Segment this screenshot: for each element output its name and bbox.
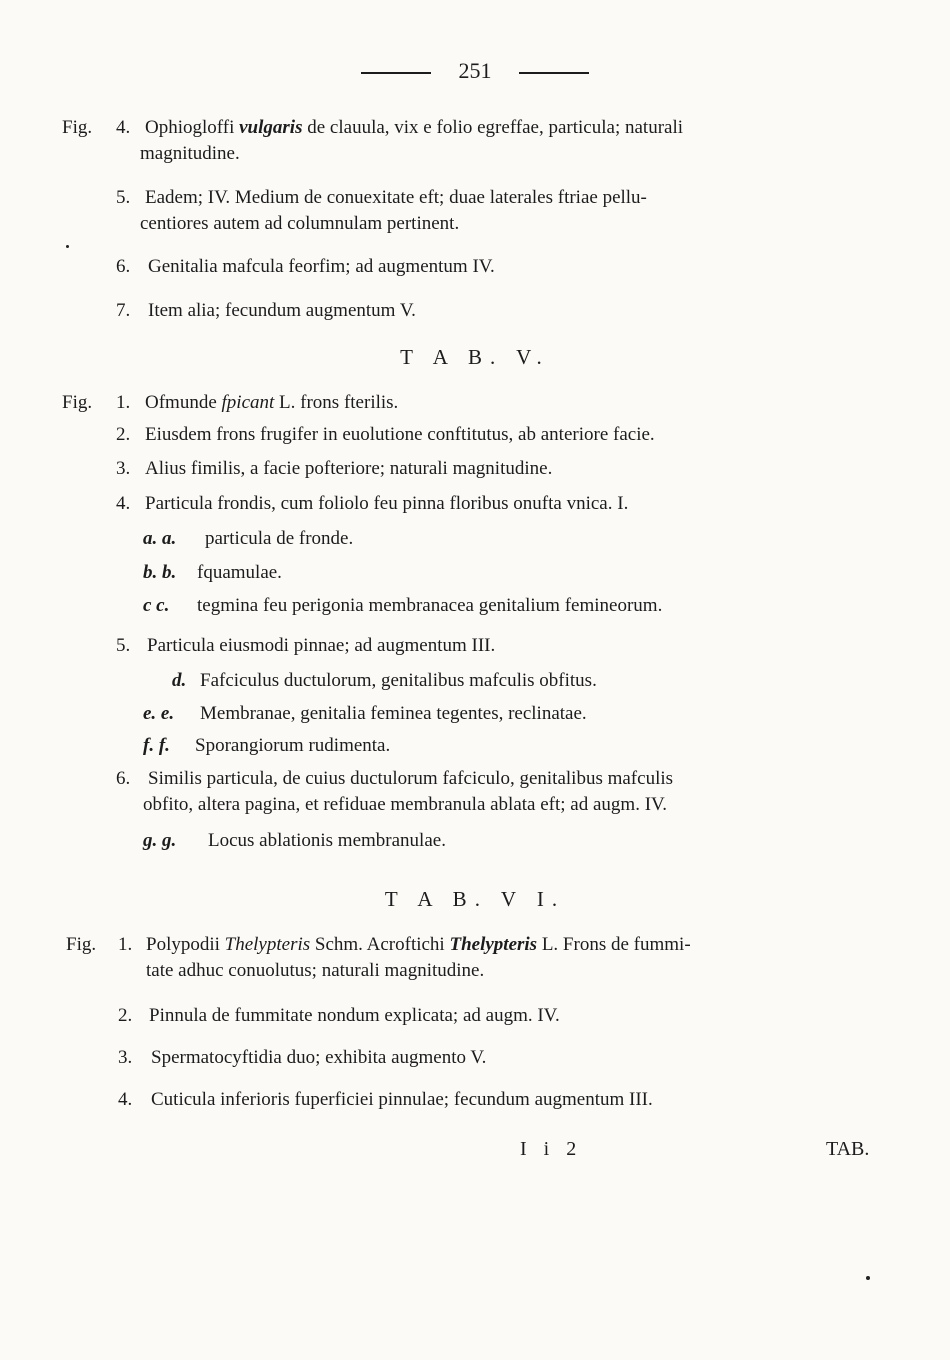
section-heading-tab-vi: T A B. V I.	[384, 887, 566, 911]
signature-mark: I i 2	[520, 1138, 583, 1160]
item-text: Spermatocyftidia duo; exhibita augmento V.	[151, 1047, 487, 1068]
item-letter: f. f.	[143, 735, 170, 756]
item-text: Eiusdem frons frugifer in euolutione conftitutus, ab anteriore facie.	[145, 424, 655, 445]
item-text: Ofmunde fpicant L. frons fterilis.	[145, 392, 399, 413]
scan-speck	[866, 1276, 870, 1280]
item-text: Polypodii Thelypteris Schm. Acroftichi Thelypteris L. Frons de fummi-	[146, 934, 691, 955]
scan-speck	[66, 245, 69, 248]
item-number: 7.	[116, 300, 131, 321]
section-heading-tab-v: T A B. V.	[400, 345, 550, 369]
item-text-continued: tate adhuc conuolutus; naturali magnitudine.	[146, 960, 485, 981]
species-name: Thelypteris	[449, 934, 538, 955]
item-text: Locus ablationis membranulae.	[208, 830, 446, 851]
item-text: tegmina feu perigonia membranacea genitalium femineorum.	[197, 595, 663, 616]
item-text: fquamulae.	[197, 562, 282, 583]
page-header	[0, 58, 950, 84]
item-number: 1.	[118, 934, 133, 955]
item-number: 1.	[116, 392, 131, 413]
item-text: Item alia; fecundum augmentum V.	[148, 300, 416, 321]
species-name: fpicant	[221, 392, 275, 413]
item-text: Ophiogloffi vulgaris de clauula, vix e folio egreffae, particula; naturali	[145, 117, 684, 138]
item-text: Pinnula de fummitate nondum explicata; ad augm. IV.	[149, 1005, 560, 1026]
item-text: Alius fimilis, a facie pofteriore; naturali magnitudine.	[145, 458, 553, 479]
item-number: 2.	[118, 1005, 133, 1026]
item-text: Particula eiusmodi pinnae; ad augmentum III.	[147, 635, 496, 656]
catchword: TAB.	[826, 1138, 870, 1160]
item-letter: c c.	[143, 595, 170, 616]
item-number: 3.	[118, 1047, 133, 1068]
item-number: 5.	[116, 187, 131, 208]
item-number: 5.	[116, 635, 131, 656]
item-letter: d.	[172, 670, 187, 691]
item-text-continued: centiores autem ad columnulam pertinent.	[140, 213, 460, 234]
item-letter: a. a.	[143, 528, 177, 549]
item-text: particula de fronde.	[205, 528, 354, 549]
item-text: Cuticula inferioris fuperficiei pinnulae; fecundum augmentum III.	[151, 1089, 653, 1110]
item-number: 4.	[118, 1089, 133, 1110]
fig-label: Fig.	[62, 392, 93, 413]
species-name: Thelypteris	[224, 934, 311, 955]
item-text: Similis particula, de cuius ductulorum fafciculo, genitalibus mafculis	[148, 768, 674, 789]
item-number: 6.	[116, 256, 131, 277]
item-number: 4.	[116, 117, 131, 138]
item-text-continued: magnitudine.	[140, 143, 240, 164]
item-text: Particula frondis, cum foliolo feu pinna floribus onufta vnica. I.	[145, 493, 629, 514]
item-letter: g. g.	[143, 830, 177, 851]
item-text-continued: obfito, altera pagina, et refiduae membranula ablata eft; ad augm. IV.	[143, 794, 668, 815]
species-name: vulgaris	[239, 117, 303, 138]
item-letter: b. b.	[143, 562, 177, 583]
item-text: Membranae, genitalia feminea tegentes, reclinatae.	[200, 703, 587, 724]
item-text: Sporangiorum rudimenta.	[195, 735, 391, 756]
fig-label: Fig.	[62, 117, 93, 138]
item-number: 4.	[116, 493, 131, 514]
page-number: 251	[458, 58, 492, 83]
item-number: 2.	[116, 424, 131, 445]
item-text: Genitalia mafcula feorfim; ad augmentum IV.	[148, 256, 495, 277]
header-rule-left	[361, 72, 431, 74]
item-number: 3.	[116, 458, 131, 479]
fig-label: Fig.	[66, 934, 97, 955]
item-number: 6.	[116, 768, 131, 789]
item-text: Eadem; IV. Medium de conuexitate eft; duae laterales ftriae pellu-	[145, 187, 647, 208]
item-text: Fafciculus ductulorum, genitalibus mafculis obfitus.	[200, 670, 597, 691]
item-letter: e. e.	[143, 703, 175, 724]
header-rule-right	[519, 72, 589, 74]
